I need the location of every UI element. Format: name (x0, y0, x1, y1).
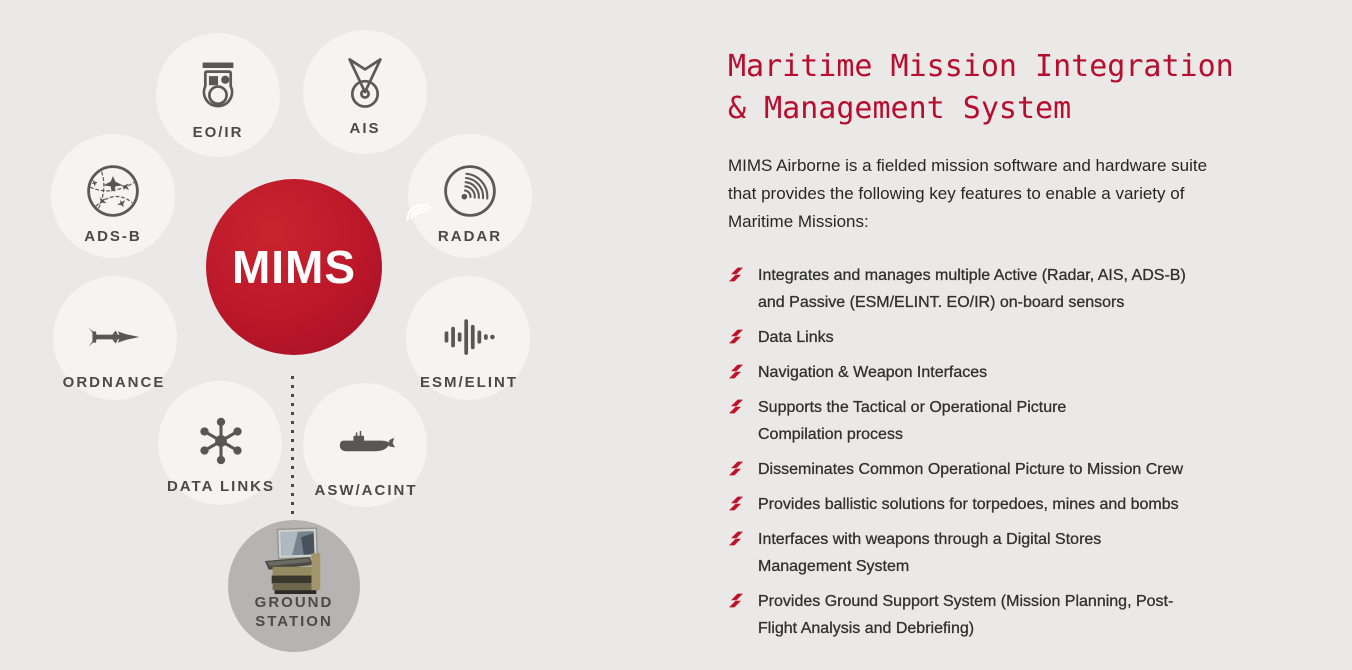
node-asw-acint (291, 414, 441, 499)
ground-station-photo (254, 526, 334, 594)
intro-paragraph (728, 152, 1340, 236)
list-item (728, 456, 1340, 483)
intro-line: that provides the following key features to enable a variety of (728, 184, 1185, 203)
flash-bolt-icon (728, 593, 744, 608)
node-label: ORDNANCE (62, 374, 166, 391)
node-label: RADAR (437, 228, 503, 245)
radar-sweep-icon (439, 160, 501, 222)
feature-list (728, 262, 1340, 642)
flash-bolt-icon (728, 399, 744, 414)
flash-bolt-icon (728, 364, 744, 379)
page-title-line1: Maritime Mission Integration (728, 49, 1234, 84)
node-data-links (146, 410, 296, 495)
node-label: AIS (349, 120, 381, 137)
node-ais (290, 52, 440, 137)
list-item-text: Provides Ground Support System (Mission Planning, Post- Flight Analysis and Debriefing) (758, 593, 1174, 637)
mims-hub-diagram (0, 0, 660, 670)
node-ads-b (38, 160, 188, 245)
adsb-globe-aircraft-icon (82, 160, 144, 222)
node-label: ADS-B (84, 228, 142, 245)
flash-bolt-icon (728, 531, 744, 546)
text-panel (728, 46, 1340, 650)
flash-bolt-icon (728, 496, 744, 511)
node-ordnance (39, 306, 189, 391)
list-item-text: Navigation & Weapon Interfaces (758, 364, 988, 381)
node-esm-elint (394, 306, 544, 391)
list-item (728, 526, 1340, 580)
eo-ir-camera-gimbal-icon (187, 56, 249, 118)
node-label: ESM/ELINT (419, 374, 518, 391)
flash-bolt-icon (728, 267, 744, 282)
node-label: EO/IR (192, 124, 244, 141)
intro-line: Maritime Missions: (728, 212, 869, 231)
list-item-text: Provides ballistic solutions for torpedoes, mines and bombs (758, 496, 1179, 513)
list-item-text: Integrates and manages multiple Active (Radar, AIS, ADS-B) and Passive (ESM/ELINT. EO/IR) on-board sensors (758, 267, 1186, 311)
list-item (728, 491, 1340, 518)
list-item-text: Interfaces with weapons through a Digital Stores Management System (758, 531, 1102, 575)
flash-bolt-icon (728, 329, 744, 344)
mims-center-circle (206, 179, 382, 355)
signal-arcs-icon (406, 201, 432, 227)
list-item-text: Data Links (758, 329, 834, 346)
flash-bolt-icon (728, 461, 744, 476)
list-item (728, 359, 1340, 386)
list-item (728, 394, 1340, 448)
ground-station-node (228, 520, 360, 652)
node-label: DATA LINKS (166, 478, 276, 495)
list-item-text: Disseminates Common Operational Picture to Mission Crew (758, 461, 1184, 478)
ground-station-label-line1: GROUND (254, 594, 334, 611)
page-title-line2: & Management System (728, 91, 1072, 126)
list-item (728, 324, 1340, 351)
mims-logo-text: MIMS (231, 241, 357, 293)
list-item (728, 262, 1340, 316)
signal-waveform-icon (438, 306, 500, 368)
ground-station-label-line2: STATION (255, 613, 333, 630)
ais-tracker-arrow-icon (334, 52, 396, 114)
list-item (728, 588, 1340, 642)
intro-line: MIMS Airborne is a fielded mission software and hardware suite (728, 156, 1208, 175)
list-item-text: Supports the Tactical or Operational Picture Compilation process (758, 399, 1067, 443)
node-label: ASW/ACINT (314, 482, 418, 499)
network-hub-icon (190, 410, 252, 472)
missile-icon (83, 306, 145, 368)
node-eo-ir (143, 56, 293, 141)
submarine-icon (335, 414, 397, 476)
